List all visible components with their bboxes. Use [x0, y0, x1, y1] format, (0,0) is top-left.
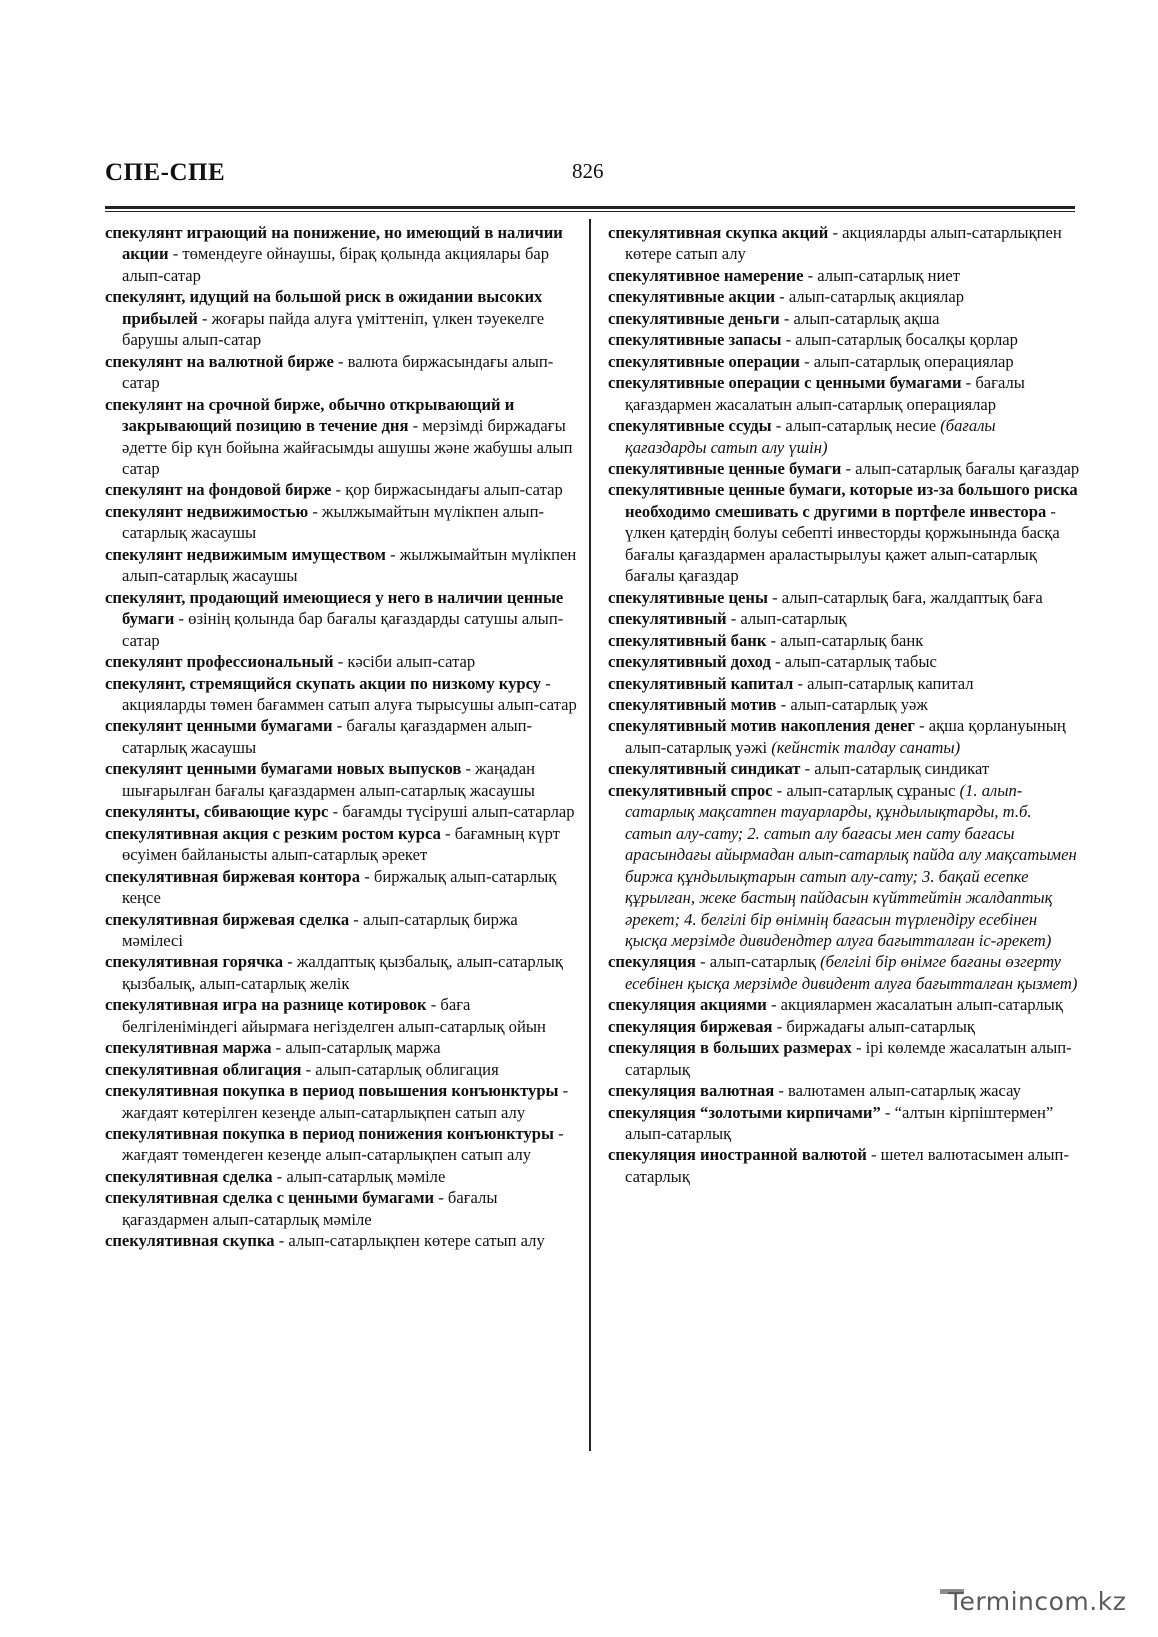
dictionary-entry — [105, 1037, 577, 1058]
entry-definition: - биржалық алып-сатарлық кеңсе — [122, 866, 557, 908]
entry-term: спекуляция валютная — [608, 1081, 775, 1101]
dictionary-entry — [105, 394, 577, 480]
dictionary-entry — [105, 222, 577, 286]
entry-term: спекулятивная игра на разнице котировок — [105, 995, 427, 1015]
dictionary-entry — [608, 780, 1080, 952]
entry-term: спекуляция иностранной валютой — [608, 1145, 867, 1165]
entry-definition: - жаңадан шығарылған бағалы қағаздармен алып-сатарлық жасаушы — [122, 759, 535, 800]
entry-definition: - алып-сатарлық баға, жалдаптық баға — [767, 587, 1043, 607]
dictionary-entry — [608, 715, 1080, 758]
entry-definition: - алып-сатарлық табыс — [770, 652, 937, 672]
entry-definition: - бағалы қағаздармен жасалатын алып-сатарлық операциялар — [625, 373, 1025, 414]
dictionary-entry — [608, 265, 1080, 286]
entry-term: спекулятивный банк — [608, 630, 767, 650]
running-head: СПЕ-СПЕ — [105, 159, 226, 186]
entry-term: спекулятивная покупка в период понижения конъюнктуры — [105, 1124, 554, 1144]
entry-term: спекулянт, идущий на большой риск в ожидании высоких прибылей — [105, 287, 543, 328]
dictionary-entry — [608, 1102, 1080, 1145]
entry-term: спекулятивный доход — [608, 652, 771, 672]
entry-term: спекулятивные ценные бумаги, которые из-за большого риска необходимо смешивать с другими в портфеле инвестора — [608, 480, 1078, 521]
entry-definition: - алып-сатарлық уәж — [776, 694, 928, 714]
entry-definition: - алып-сатарлық акциялар — [775, 287, 965, 307]
entry-definition: - төмендеуге ойнаушы, бірақ қолында акциялары бар алып-сатар — [122, 244, 550, 285]
dictionary-entry — [105, 951, 577, 994]
dictionary-entry — [608, 630, 1080, 651]
entry-definition: - акцияларды төмен бағаммен сатып алуға тырысушы алып-сатар — [122, 673, 577, 714]
entry-definition: - алып-сатарлық — [726, 609, 847, 629]
dictionary-entry — [608, 415, 1080, 458]
dictionary-entry — [608, 1037, 1080, 1080]
entry-definition: - алып-сатарлық маржа — [271, 1038, 441, 1058]
entry-term: спекулянт, продающий имеющиеся у него в наличии ценные бумаги — [105, 587, 564, 629]
dictionary-entry — [608, 372, 1080, 415]
entry-term: спекулятивный мотив накопления денег — [608, 716, 915, 736]
entry-term: спекулятивный синдикат — [608, 759, 801, 779]
entry-definition: - алып-сатарлық бағалы қағаздар — [841, 458, 1080, 478]
entry-definition: - өзінің қолында бар бағалы қағаздарды сатушы алып-сатар — [122, 609, 564, 650]
entry-definition: - валютамен алып-сатарлық жасау — [774, 1081, 1021, 1101]
entry-definition: - үлкен қатердің болуы себепті инвесторды қоржынында басқа бағалы қағаздармен араластырылуы қажет алып-сатарлық бағалы қағаздар — [625, 501, 1060, 586]
entry-definition: - алып-сатарлық облигация — [301, 1059, 499, 1079]
watermark-text: Termincom.kz — [948, 1587, 1127, 1616]
dictionary-entry — [608, 1016, 1080, 1037]
entry-definition: - жылжымайтын мүлікпен алып-сатарлық жасаушы — [122, 544, 577, 586]
entry-definition: - алып-сатарлық биржа мәмілесі — [122, 909, 518, 950]
dictionary-entry — [608, 994, 1080, 1015]
dictionary-entry — [105, 1080, 577, 1123]
entry-definition: - акциялармен жасалатын алып-сатарлық — [766, 995, 1063, 1015]
entry-definition: - алып-сатарлық — [695, 952, 821, 972]
dictionary-entry — [608, 351, 1080, 372]
dictionary-entry — [608, 1144, 1080, 1187]
dictionary-entry — [608, 673, 1080, 694]
dictionary-entry — [105, 501, 577, 544]
entry-definition: - жалдаптық қызбалық, алып-сатарлық қызбалық, алып-сатарлық желік — [122, 952, 563, 993]
page-number: 826 — [572, 159, 604, 183]
entry-term: спекулятивная сделка — [105, 1166, 273, 1186]
entry-definition: - кәсіби алып-сатар — [333, 652, 476, 672]
entry-term: спекулятивный капитал — [608, 673, 794, 693]
entry-term: спекулятивные акции — [608, 287, 776, 307]
entry-definition: - баға белгіленіміндегі айырмаға негізделген алып-сатарлық ойын — [122, 995, 546, 1036]
dictionary-entry — [608, 222, 1080, 265]
entry-term: спекулятивные деньги — [608, 308, 780, 328]
entry-definition: - алып-сатарлықпен көтере сатып алу — [274, 1231, 545, 1251]
entry-term: спекулятивная скупка — [105, 1231, 275, 1251]
entry-definition: - жағдаят көтерілген кезеңде алып-сатарлықпен сатып алу — [122, 1081, 569, 1122]
dictionary-entry — [105, 994, 577, 1037]
page-header — [105, 155, 1075, 195]
dictionary-entry — [608, 286, 1080, 307]
entry-term: спекулянты, сбивающие курс — [105, 802, 329, 822]
entry-note: (1. алып-сатарлық мақсатпен тауарларды, құндылықтарды, т.б. сатып алу-сату; 2. сатып алу бағасы мен сату бағасы арасындағы айырмадан алып-сатарлық пайда алу мақсатымен биржа құндылықтарын сатып алу-сату; 3. бақай есепке құрылған, жеке бастың пайдасын күйттейтін жалдаптық әрекет; 4. белгілі бір өнімнің бағасын түрлендіру есебінен қысқа мерзімде дивидендтер алуға бағытталған іс-әрекет) — [625, 780, 1077, 950]
entry-term: спекулятивная горячка — [105, 952, 284, 972]
dictionary-entry — [105, 823, 577, 866]
entry-definition: - алып-сатарлық банк — [766, 630, 924, 650]
column-divider — [589, 219, 591, 1451]
dictionary-entry — [105, 866, 577, 909]
entry-definition: - алып-сатарлық мәміле — [272, 1166, 446, 1186]
entry-term: спекулятивная акция с резким ростом курса — [105, 823, 441, 843]
entry-definition: - мерзімді биржадағы әдетте бір күн бойына жайғасымды ашушы және жабушы алып сатар — [122, 416, 573, 478]
entry-term: спекулянт недвижимостью — [105, 501, 309, 521]
dictionary-entry — [105, 909, 577, 952]
entry-term: спекулятивный спрос — [608, 780, 773, 800]
entry-term: спекулянт на срочной бирже, обычно открывающий и закрывающий позицию в течение дня — [105, 394, 515, 436]
entry-term: спекулятивные ссуды — [608, 416, 772, 436]
dictionary-entry — [608, 651, 1080, 672]
entry-definition: - алып-сатарлық синдикат — [800, 759, 990, 779]
entry-definition: - жағдаят төмендеген кезеңде алып-сатарлықпен сатып алу — [122, 1124, 564, 1165]
entry-term: спекулянт играющий на понижение, но имеющий в наличии акции — [105, 223, 563, 264]
dictionary-entry — [105, 1187, 577, 1230]
entry-definition: - “алтын кірпіштермен” алып-сатарлық — [625, 1102, 1054, 1144]
dictionary-entry — [608, 479, 1080, 586]
entry-term: спекулятивная маржа — [105, 1038, 272, 1058]
dictionary-entry — [105, 758, 577, 801]
header-rule-thin — [105, 211, 1075, 212]
dictionary-entry — [608, 458, 1080, 479]
entry-definition: - бағамның күрт өсуімен байланысты алып-сатарлық әрекет — [122, 823, 560, 865]
entry-term: спекуляция в больших размерах — [608, 1038, 852, 1058]
entry-definition: - ірі көлемде жасалатын алып-сатарлық — [625, 1038, 1072, 1079]
entry-note: (бағалы қағаздарды сатып алу үшін) — [625, 416, 996, 457]
entry-term: спекулятивная биржевая сделка — [105, 909, 350, 929]
dictionary-entry — [105, 351, 577, 394]
dictionary-entry — [105, 801, 577, 822]
right-column — [608, 222, 1080, 1187]
entry-term: спекулятивная скупка акций — [608, 223, 829, 242]
entry-term: спекулятивный мотив — [608, 694, 777, 714]
entry-definition: - алып-сатарлық несие — [771, 416, 941, 436]
entry-term: спекулянт на валютной бирже — [105, 351, 334, 371]
dictionary-entry — [608, 1080, 1080, 1101]
dictionary-entry — [608, 308, 1080, 329]
entry-definition: - қор биржасындағы алып-сатар — [331, 480, 563, 500]
dictionary-entry — [105, 651, 577, 672]
entry-note: (кейнстік талдау санаты) — [771, 737, 961, 757]
dictionary-entry — [608, 608, 1080, 629]
dictionary-entry — [105, 1059, 577, 1080]
entry-term: спекулятивные цены — [608, 587, 768, 607]
entry-term: спекулянт на фондовой бирже — [105, 480, 332, 500]
entry-term: спекулянт ценными бумагами — [105, 716, 333, 736]
entry-definition: - бағалы қағаздармен алып-сатарлық жасаушы — [122, 716, 533, 757]
watermark — [940, 1585, 1150, 1625]
entry-term: спекулятивная облигация — [105, 1059, 302, 1079]
entry-term: спекулянт недвижимым имуществом — [105, 544, 386, 564]
entry-definition: - бағамды түсіруші алып-сатарлар — [328, 802, 575, 822]
entry-definition: - акцияларды алып-сатарлықпен көтере сатып алу — [625, 223, 1062, 264]
entry-term: спекуляция акциями — [608, 995, 767, 1015]
entry-term: спекулятивное намерение — [608, 265, 804, 285]
entry-definition: - валюта биржасындағы алып-сатар — [122, 351, 554, 393]
dictionary-entry — [105, 479, 577, 500]
dictionary-entry — [105, 1123, 577, 1166]
entry-note: (белгілі бір өнімге бағаны өзгерту есебінен қысқа мерзімде дивидент алуға бағытталған қызмет) — [625, 952, 1078, 993]
entry-term: спекулятивная сделка с ценными бумагами — [105, 1188, 435, 1208]
entry-definition: - алып-сатарлық босалқы қорлар — [781, 330, 1018, 350]
entry-definition: - алып-сатарлық операциялар — [799, 351, 1014, 371]
dictionary-entry — [608, 694, 1080, 715]
entry-term: спекулятивные операции с ценными бумагами — [608, 373, 962, 393]
entry-term: спекулятивные операции — [608, 351, 800, 371]
dictionary-entry — [608, 758, 1080, 779]
entry-term: спекулятивная покупка в период повышения конъюнктуры — [105, 1081, 559, 1101]
entry-definition: - биржадағы алып-сатарлық — [772, 1016, 975, 1036]
entry-term: спекуляция “золотыми кирпичами” — [608, 1102, 881, 1122]
entry-definition: - жоғары пайда алуға үміттеніп, үлкен тәуекелге барушы алып-сатар — [122, 308, 545, 350]
entry-term: спекулянт профессиональный — [105, 652, 334, 672]
entry-term: спекулянт ценными бумагами новых выпусков — [105, 759, 462, 779]
entry-term: спекулятивный — [608, 609, 727, 629]
entry-term: спекуляция биржевая — [608, 1016, 773, 1036]
header-rule-thick — [105, 206, 1075, 209]
dictionary-entry — [105, 286, 577, 350]
left-column — [105, 222, 577, 1252]
entry-definition: - шетел валютасымен алып-сатарлық — [625, 1145, 1069, 1186]
entry-definition: - бағалы қағаздармен алып-сатарлық мәміле — [122, 1188, 498, 1229]
entry-definition: - жылжымайтын мүлікпен алып-сатарлық жасаушы — [122, 501, 544, 543]
dictionary-entry — [105, 544, 577, 587]
dictionary-entry — [105, 1230, 577, 1251]
dictionary-entry — [608, 951, 1080, 994]
dictionary-entry — [105, 587, 577, 651]
entry-term: спекулятивная биржевая контора — [105, 866, 361, 886]
entry-definition: - алып-сатарлық ақша — [779, 308, 940, 328]
dictionary-entry — [105, 673, 577, 716]
entry-definition: - ақша қорлануының алып-сатарлық уәжі — [625, 716, 1066, 757]
entry-term: спекулятивные запасы — [608, 330, 782, 350]
entry-term: спекулятивные ценные бумаги — [608, 458, 842, 478]
dictionary-entry — [608, 587, 1080, 608]
dictionary-entry — [105, 715, 577, 758]
dictionary-entry — [105, 1166, 577, 1187]
entry-definition: - алып-сатарлық капитал — [793, 673, 974, 693]
dictionary-entry — [608, 329, 1080, 350]
entry-definition: - алып-сатарлық ниет — [803, 265, 961, 285]
entry-term: спекулянт, стремящийся скупать акции по низкому курсу — [105, 673, 542, 693]
entry-definition: - алып-сатарлық сұраныс — [772, 780, 960, 800]
entry-term: спекуляция — [608, 952, 696, 972]
